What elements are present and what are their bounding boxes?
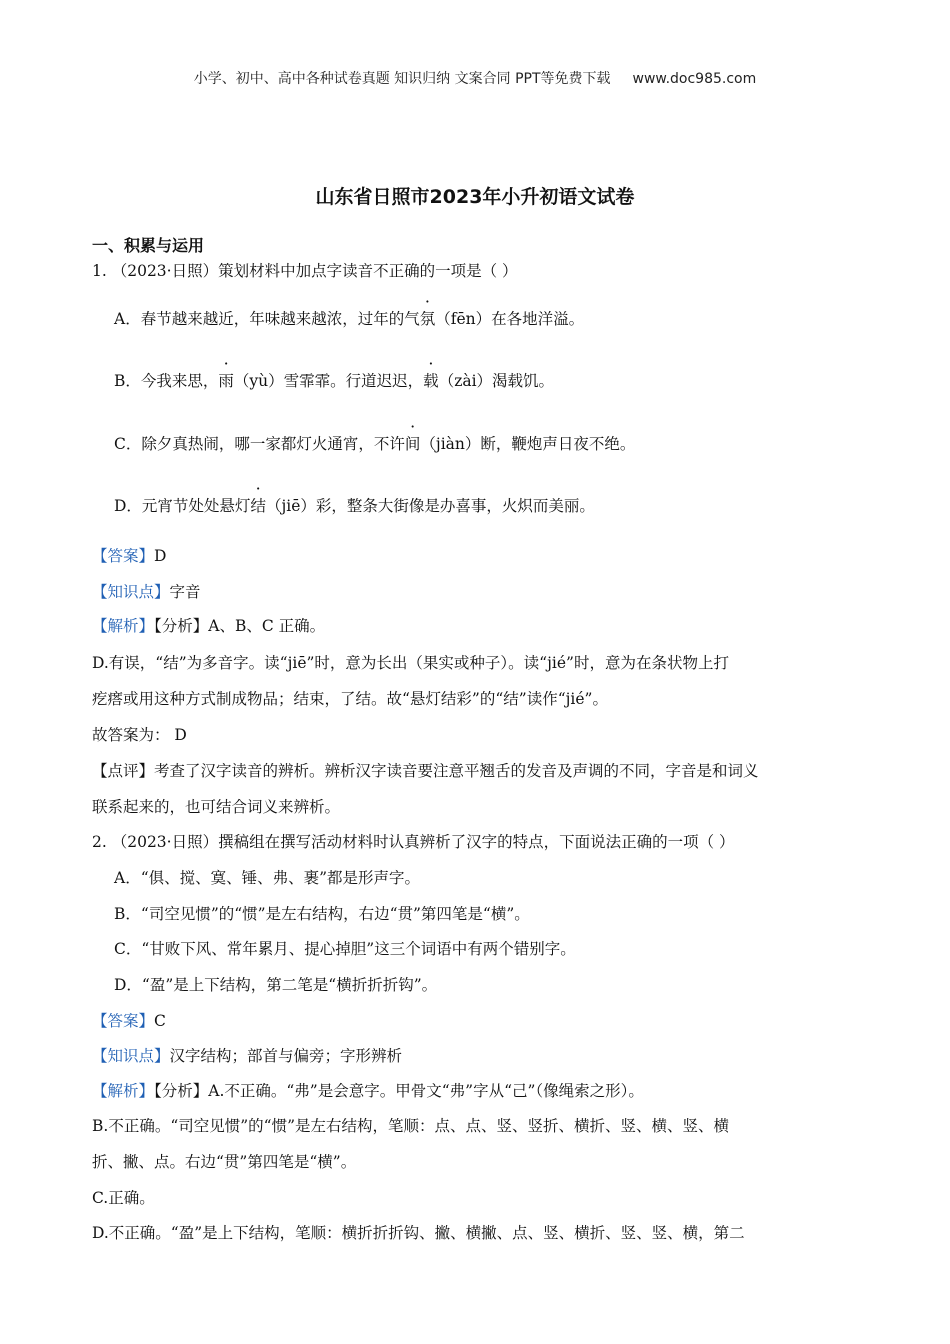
q2-option-c: C．“甘败下风、常年累月、提心掉胆”这三个词语中有两个错别字。 [114, 940, 576, 958]
q2-stem: 2. （2023·日照）撰稿组在撰写活动材料时认真辨析了汉字的特点，下面说法正确的一项（ ） [92, 833, 735, 851]
dotted-char: 间 [404, 435, 421, 453]
dotted-char: 氛 [419, 310, 436, 328]
q1-analysis-line3: 疙瘩或用这种方式制成物品；结束，了结。故“悬灯结彩”的“结”读作“jié”。 [92, 690, 608, 708]
q2-analysis-b-line2: 折、撇、点。右边“贯”第四笔是“横”。 [92, 1153, 357, 1171]
q1-answer: 【答案】D [92, 547, 167, 565]
dotted-char: 雨 [218, 372, 234, 390]
q2-analysis-c: C.正确。 [92, 1189, 155, 1207]
section-heading: 一、积累与运用 [92, 236, 205, 255]
header-site[interactable]: www.doc985.com [632, 71, 757, 87]
header-text: 小学、初中、高中各种试卷真题 知识归纳 文案合同 PPT等免费下载 [193, 71, 611, 87]
q1-stem: 1. （2023·日照）策划材料中加点字读音不正确的一项是（ ） [92, 262, 518, 280]
q1-knowledge: 【知识点】字音 [92, 583, 201, 601]
q1-final-answer: 故答案为： D [92, 726, 187, 744]
q1-option-b: B．今我来思，雨（yù）雪霏霏。行道迟迟，载（zài）渴载饥。 [114, 369, 554, 391]
q1-option-d: D．元宵节处处悬灯结（jiē）彩，整条大街像是办喜事，火炽而美丽。 [114, 494, 595, 516]
q1-analysis-line2: D.有误，“结”为多音字。读“jiē”时，意为长出（果实或种子）。读“jié”时，意为在条状物上打 [92, 654, 729, 672]
q2-option-b: B．“司空见惯”的“惯”是左右结构，右边“贯”第四笔是“横”。 [114, 905, 530, 923]
page-header [0, 68, 950, 88]
q1-analysis: 【解析】【分析】A、B、C 正确。 [92, 617, 326, 635]
dotted-char: 结 [250, 497, 266, 515]
q1-comment-line1: 【点评】考查了汉字读音的辨析。辨析汉字读音要注意平翘舌的发音及声调的不同，字音是和词义 [92, 762, 759, 780]
q2-option-d: D．“盈”是上下结构，第二笔是“横折折折钩”。 [114, 976, 438, 994]
page-title: 山东省日照市2023年小升初语文试卷 [315, 186, 635, 208]
q1-option-c: C．除夕真热闹，哪一家都灯火通宵，不许间（jiàn）断，鞭炮声日夜不绝。 [114, 432, 635, 454]
q1-option-a: A．春节越来越近，年味越来越浓，过年的气氛（fēn）在各地洋溢。 [114, 307, 584, 329]
q2-option-a: A．“俱、搅、寞、锤、弗、裹”都是形声字。 [114, 869, 421, 887]
q2-analysis-d: D.不正确。“盈”是上下结构，笔顺：横折折折钩、撇、横撇、点、竖、横折、竖、竖、横，第二 [92, 1224, 745, 1242]
q2-analysis-b-line1: B.不正确。“司空见惯”的“惯”是左右结构，笔顺：点、点、竖、竖折、横折、竖、横、竖、横 [92, 1117, 730, 1135]
q2-knowledge: 【知识点】汉字结构；部首与偏旁；字形辨析 [92, 1047, 403, 1065]
q2-answer: 【答案】C [92, 1012, 166, 1030]
dotted-char: 载 [423, 372, 439, 390]
q2-analysis: 【解析】【分析】A.不正确。“弗”是会意字。甲骨文“弗”字从“己”（像绳索之形）。 [92, 1082, 644, 1100]
q1-comment-line2: 联系起来的，也可结合词义来辨析。 [92, 798, 341, 816]
